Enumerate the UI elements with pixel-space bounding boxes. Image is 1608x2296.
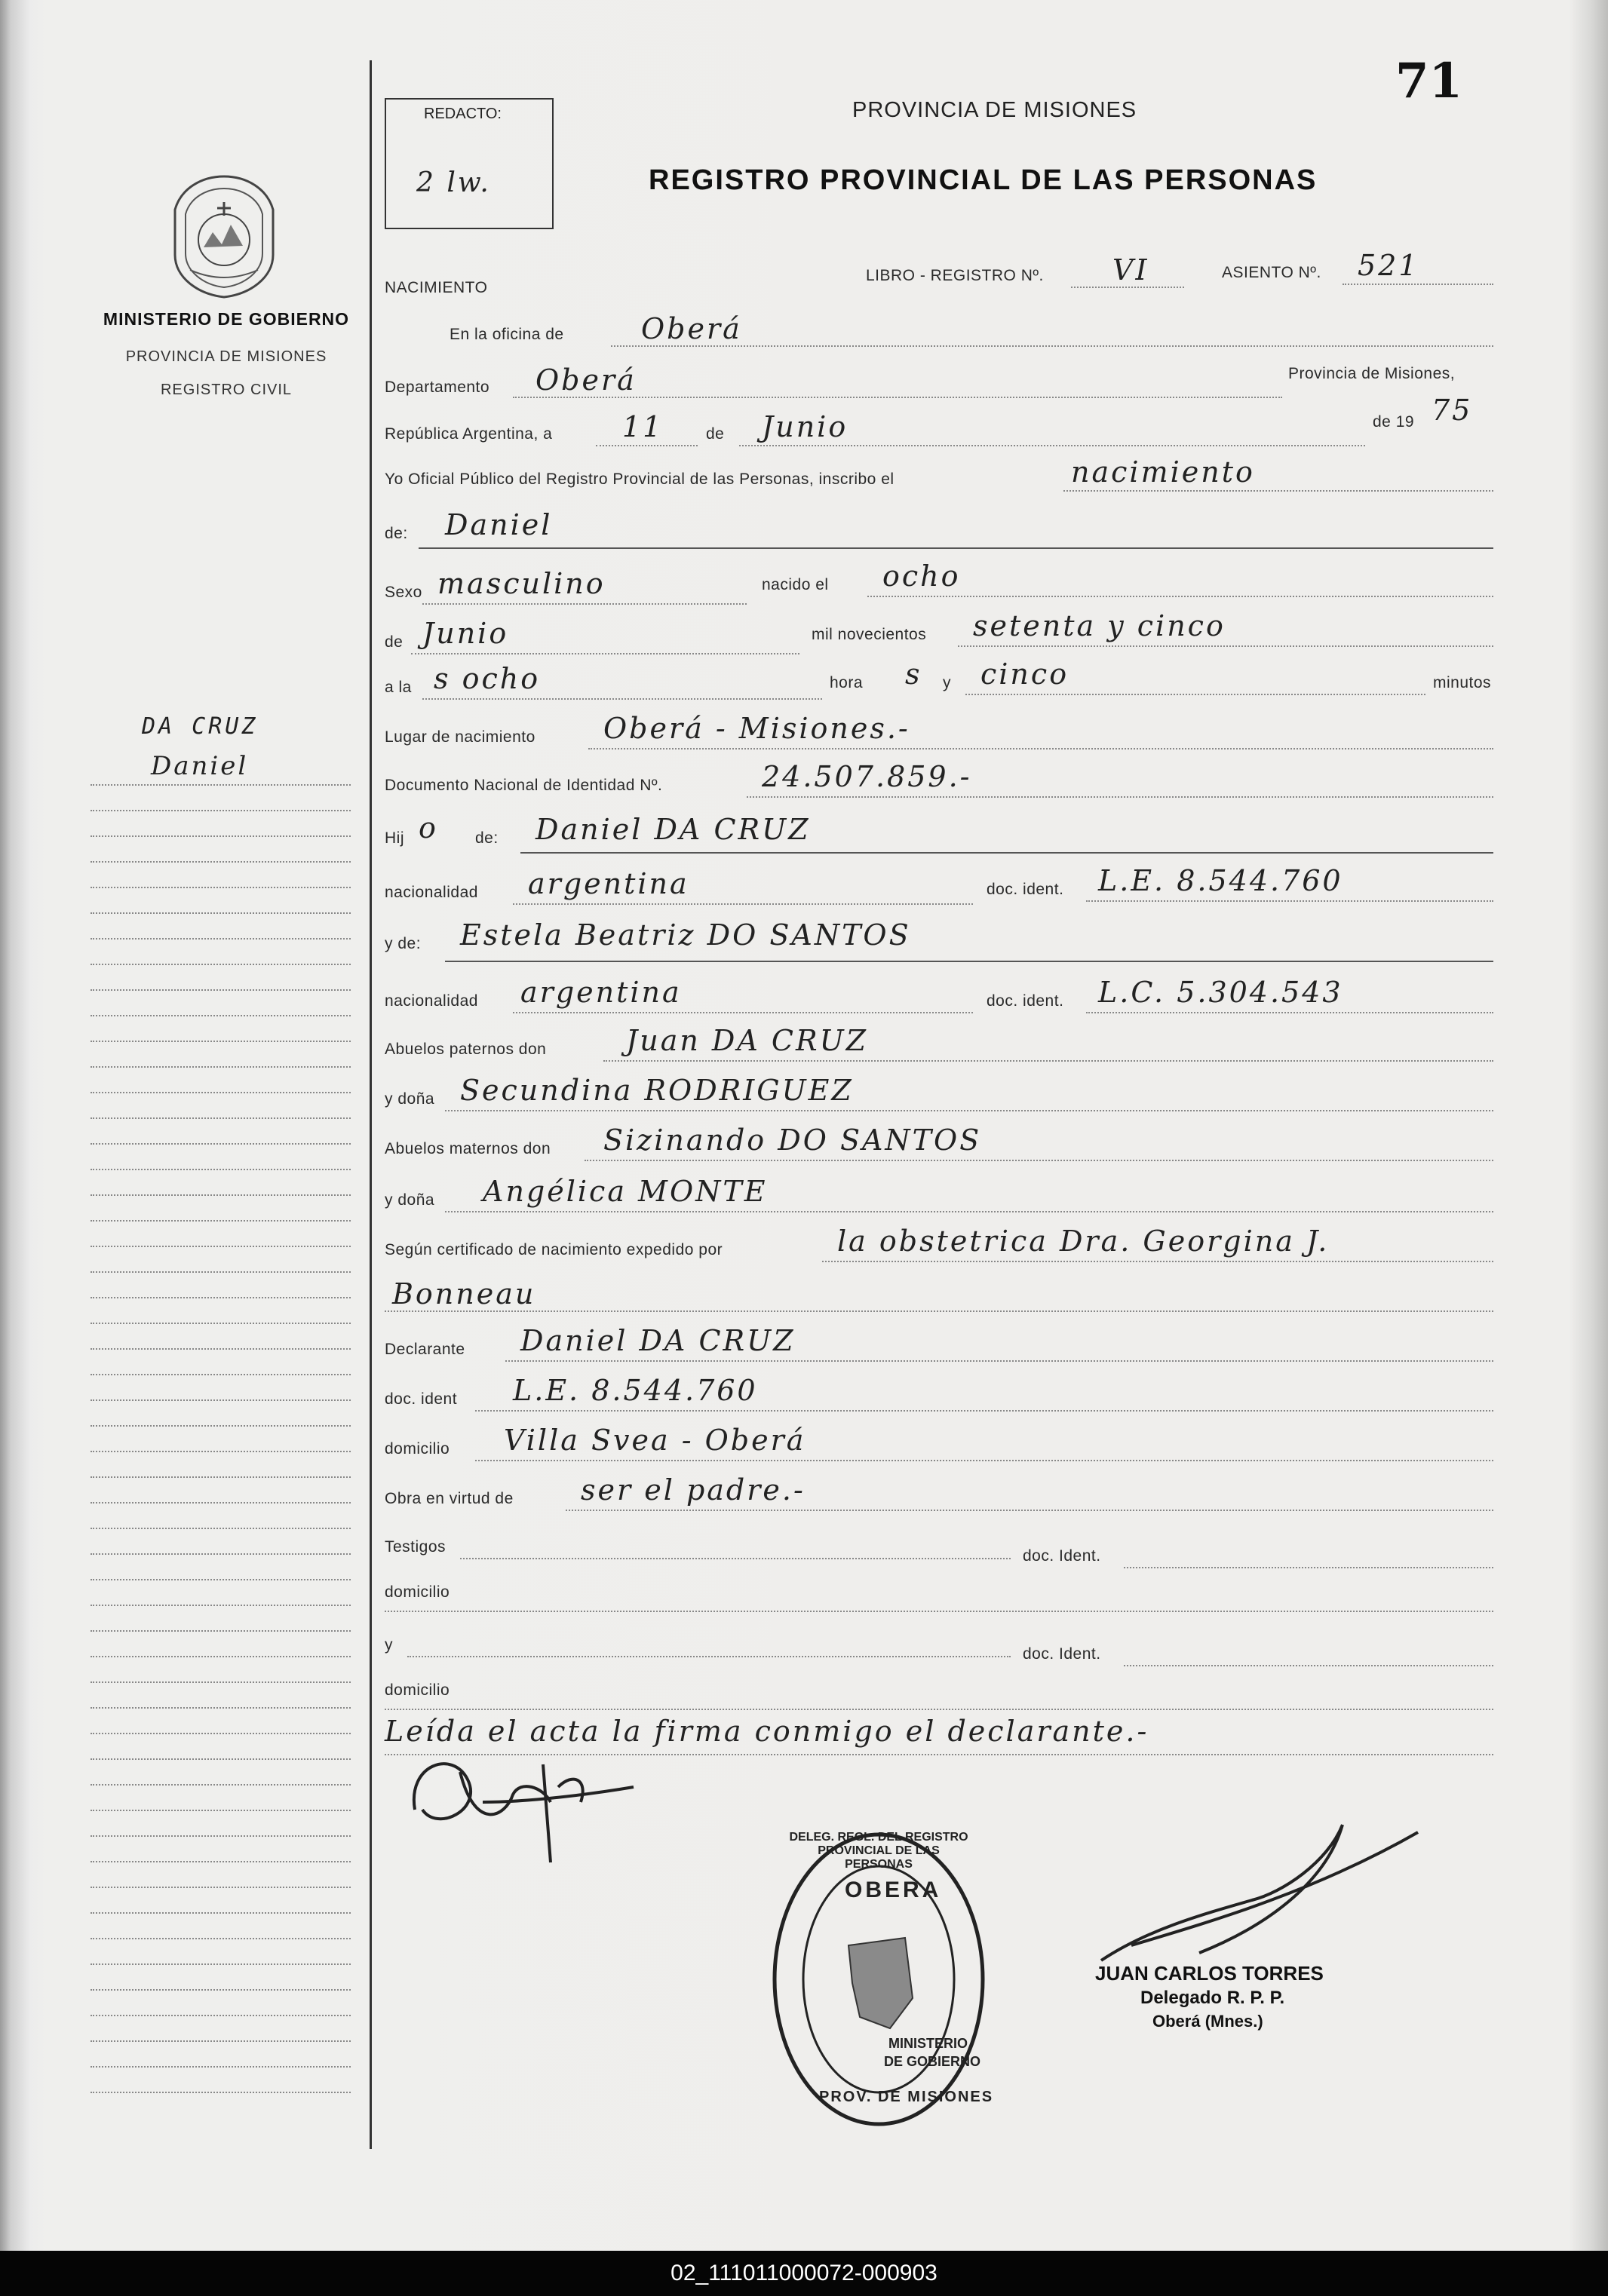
dotted-rule — [1086, 900, 1493, 902]
stamp-top: OBERA — [845, 1878, 942, 1902]
sidebar-rule — [91, 1579, 351, 1580]
sidebar-rule — [91, 1194, 351, 1196]
sidebar-rule — [91, 2040, 351, 2042]
sidebar-rule — [91, 1246, 351, 1247]
stamp-middle1: MINISTERIO — [888, 2036, 968, 2051]
dotted-rule — [475, 1410, 1493, 1412]
value-dni_value: 24.507.859.- — [762, 760, 972, 793]
sidebar-rule — [91, 1861, 351, 1862]
value-ydona2_value: Angélica MONTE — [483, 1175, 768, 1208]
dotted-rule — [1086, 1012, 1493, 1013]
value-oficina_value: Oberá — [641, 312, 742, 345]
dotted-rule — [739, 445, 1365, 446]
label-domicilio_label: domicilio — [385, 1440, 450, 1458]
sidebar-rule — [91, 1784, 351, 1786]
dotted-rule — [588, 748, 1493, 749]
label-y_label: y — [943, 674, 951, 691]
dotted-rule — [475, 1460, 1493, 1461]
label-t_doc2_label: doc. Ident. — [1023, 1645, 1101, 1663]
label-testigos_label: Testigos — [385, 1538, 446, 1556]
value-ydona1_value: Secundina RODRIGUEZ — [460, 1074, 854, 1107]
label-y_de_label: y de: — [385, 935, 422, 952]
label-nac1_label: nacionalidad — [385, 884, 478, 901]
dotted-rule — [566, 1510, 1493, 1511]
stamp-middle2: DE GOBIERNO — [884, 2054, 981, 2069]
label-asiento_label: ASIENTO Nº. — [1222, 264, 1321, 281]
label-sexo_label: Sexo — [385, 584, 422, 601]
dotted-rule — [513, 1012, 973, 1013]
redacto-label: REDACTO: — [424, 106, 502, 122]
value-libro_value: VI — [1112, 253, 1149, 287]
value-departamento_value: Oberá — [535, 363, 637, 397]
value-anio_value: 75 — [1432, 394, 1473, 427]
sidebar-rule — [91, 1297, 351, 1298]
label-dni_label: Documento Nacional de Identidad Nº. — [385, 777, 663, 794]
label-doc2_label: doc. ident. — [987, 992, 1064, 1010]
sidebar-rule — [91, 1041, 351, 1042]
label-abm_label: Abuelos maternos don — [385, 1140, 551, 1157]
dotted-rule — [1071, 287, 1184, 288]
sidebar-rule — [91, 1399, 351, 1401]
value-dia_value: 11 — [622, 410, 664, 443]
sidebar-rule — [91, 1271, 351, 1273]
solid-rule — [445, 961, 1493, 962]
label-nacido_label: nacido el — [762, 576, 829, 593]
dotted-rule — [958, 645, 1493, 647]
label-lugar_label: Lugar de nacimiento — [385, 728, 535, 746]
sidebar-ministry: MINISTERIO DE GOBIERNO — [103, 309, 350, 329]
sidebar-registry: REGISTRO CIVIL — [160, 382, 293, 398]
sidebar-rule — [91, 1912, 351, 1914]
sidebar-rule — [91, 1656, 351, 1657]
sidebar-rule — [91, 1451, 351, 1452]
column-divider — [370, 60, 372, 2149]
sidebar-rule — [91, 989, 351, 991]
sidebar-rule — [91, 1733, 351, 1734]
sidebar-rule — [91, 2092, 351, 2093]
dotted-rule — [445, 1211, 1493, 1212]
sidebar-rule — [91, 1476, 351, 1478]
label-hij_label: Hij — [385, 829, 404, 847]
label-republica_label: República Argentina, a — [385, 425, 553, 443]
sidebar-province: PROVINCIA DE MISIONES — [125, 348, 327, 365]
sidebar-rule — [91, 835, 351, 837]
dotted-rule — [747, 796, 1493, 798]
sidebar-rule — [91, 1220, 351, 1222]
value-nacido_value: ocho — [882, 559, 961, 593]
label-anio_label: de 19 — [1373, 413, 1415, 431]
value-abm_value: Sizinando DO SANTOS — [603, 1123, 982, 1157]
sidebar-rule — [91, 1989, 351, 1991]
value-padre_value: Daniel DA CRUZ — [535, 813, 811, 846]
value-declarante_value: Daniel DA CRUZ — [520, 1324, 796, 1357]
label-nacimiento_label: NACIMIENTO — [385, 279, 488, 296]
page-title: REGISTRO PROVINCIAL DE LAS PERSONAS — [649, 164, 1318, 196]
value-hora_suffix: s — [905, 658, 922, 691]
value-asiento_value: 521 — [1358, 249, 1419, 282]
label-mil_label: mil novecientos — [812, 626, 927, 643]
label-docdecl_label: doc. ident — [385, 1390, 458, 1408]
dotted-rule — [603, 1060, 1493, 1062]
stamp-bottom: PROV. DE MISIONES — [819, 2089, 994, 2105]
value-sexo_value: masculino — [437, 567, 606, 600]
label-abp_label: Abuelos paternos don — [385, 1041, 547, 1058]
value-segun_value: la obstetrica Dra. Georgina J. — [837, 1225, 1330, 1258]
dotted-rule — [1124, 1567, 1493, 1568]
sidebar-rule — [91, 810, 351, 811]
sidebar-rule — [91, 912, 351, 914]
sidebar-rule — [91, 1117, 351, 1119]
value-madre_value: Estela Beatriz DO SANTOS — [460, 918, 911, 952]
dotted-rule — [611, 345, 1493, 347]
label-oficina_label: En la oficina de — [450, 326, 564, 343]
dotted-rule — [1343, 284, 1493, 285]
dotted-rule — [422, 698, 822, 700]
sidebar-rule — [91, 1143, 351, 1145]
value-anio_text_value: setenta y cinco — [973, 609, 1226, 642]
label-declarante_label: Declarante — [385, 1341, 465, 1358]
provincial-seal-icon — [167, 172, 281, 300]
sidebar-rule — [91, 1169, 351, 1170]
sidebar-rule — [91, 1374, 351, 1375]
header-province: PROVINCIA DE MISIONES — [852, 98, 1137, 122]
value-mes2_value: Junio — [422, 617, 509, 650]
value-a_la_value: s ocho — [434, 662, 541, 695]
sidebar-rule — [91, 1810, 351, 1811]
sidebar-rule — [91, 861, 351, 863]
dotted-rule — [822, 1261, 1493, 1262]
label-de_label: de — [706, 425, 725, 443]
dotted-rule — [1124, 1665, 1493, 1666]
sidebar-rule — [91, 1963, 351, 1965]
sidebar-rule — [91, 1553, 351, 1555]
dotted-rule — [385, 1611, 1493, 1612]
label-doc1_label: doc. ident. — [987, 881, 1064, 898]
label-libro_label: LIBRO - REGISTRO Nº. — [866, 267, 1044, 284]
value-mes_value: Junio — [762, 410, 848, 443]
dotted-rule — [460, 1558, 1011, 1559]
sidebar-rule — [91, 1015, 351, 1016]
label-t_doc_label: doc. Ident. — [1023, 1547, 1101, 1565]
value-segun_value2: Bonneau — [392, 1277, 536, 1310]
redacto-value: 2 lw. — [416, 167, 491, 198]
value-domicilio_value: Villa Svea - Oberá — [504, 1424, 806, 1457]
image-footer: 02_111011000072-000903 — [0, 2251, 1608, 2296]
dotted-rule — [513, 397, 1282, 398]
dotted-rule — [411, 653, 799, 654]
official-place: Oberá (Mnes.) — [1152, 2012, 1263, 2031]
sidebar-rule — [91, 1528, 351, 1529]
dotted-rule — [1063, 490, 1493, 492]
label-de2_label: de — [385, 633, 404, 651]
label-minutos_label: minutos — [1433, 674, 1492, 691]
value-obra_value: ser el padre.- — [581, 1473, 806, 1507]
dotted-rule — [407, 1656, 1011, 1657]
value-minutos_value: cinco — [980, 658, 1069, 691]
label-provincia_suffix: Provincia de Misiones, — [1288, 365, 1456, 382]
value-nac2_value: argentina — [520, 976, 682, 1009]
sidebar-rule — [91, 1707, 351, 1709]
sidebar-rule — [91, 1425, 351, 1427]
value-closing: Leída el acta la firma conmigo el declarante.- — [385, 1715, 1149, 1748]
sidebar-rule — [91, 1323, 351, 1324]
sidebar-rule — [91, 1681, 351, 1683]
value-abp_value: Juan DA CRUZ — [626, 1024, 869, 1057]
label-segun_label: Según certificado de nacimiento expedido por — [385, 1241, 723, 1258]
sidebar-rule — [91, 1066, 351, 1068]
value-inscribo_value: nacimiento — [1071, 455, 1255, 489]
dotted-rule — [505, 1360, 1493, 1362]
sidebar-rule — [91, 1758, 351, 1760]
dotted-rule — [445, 1110, 1493, 1111]
sidebar-rule — [91, 1938, 351, 1939]
value-hij_suffix: o — [419, 811, 438, 845]
sidebar-rule — [91, 784, 351, 786]
dotted-rule — [585, 1160, 1493, 1161]
dotted-rule — [422, 603, 747, 605]
dotted-rule — [513, 903, 973, 905]
label-hora_label: hora — [830, 674, 864, 691]
label-departamento_label: Departamento — [385, 379, 490, 396]
dotted-rule — [385, 1709, 1493, 1710]
label-de_nombre_label: de: — [385, 525, 408, 542]
label-a_la_label: a la — [385, 679, 412, 696]
label-oficial_label: Yo Oficial Público del Registro Provincial de las Personas, inscribo el — [385, 471, 895, 488]
sidebar-rule — [91, 964, 351, 965]
dotted-rule — [867, 596, 1493, 597]
label-hij_de_label: de: — [475, 829, 499, 847]
sidebar-rule — [91, 887, 351, 888]
sidebar-rule — [91, 1502, 351, 1504]
label-nac2_label: nacionalidad — [385, 992, 478, 1010]
official-name: JUAN CARLOS TORRES — [1095, 1962, 1324, 1985]
dotted-rule — [596, 445, 698, 446]
value-nombre_value: Daniel — [445, 508, 553, 541]
solid-rule — [520, 852, 1493, 854]
label-t_dom2_label: domicilio — [385, 1681, 450, 1699]
sidebar-rule — [91, 1348, 351, 1350]
value-docdecl_value: L.E. 8.544.760 — [513, 1374, 758, 1407]
value-doc2_value: L.C. 5.304.543 — [1098, 976, 1343, 1009]
label-obra_label: Obra en virtud de — [385, 1490, 514, 1507]
page-number: 71 — [1395, 53, 1463, 109]
sidebar-rule — [91, 2066, 351, 2068]
stamp-ring-text: DELEG. REGL. DEL REGISTRO PROVINCIAL DE LAS PERSONAS — [789, 1831, 968, 1871]
sidebar-rule — [91, 1887, 351, 1888]
official-role: Delegado R. P. P. — [1140, 1988, 1285, 2008]
sidebar-rule — [91, 1092, 351, 1093]
sidebar-rule — [91, 938, 351, 940]
label-t_dom_label: domicilio — [385, 1583, 450, 1601]
label-ydona1_label: y doña — [385, 1090, 435, 1108]
label-ydona2_label: y doña — [385, 1191, 435, 1209]
value-lugar_value: Oberá - Misiones.- — [603, 712, 910, 745]
label-t_y_label: y — [385, 1636, 393, 1654]
sidebar-rule — [91, 1630, 351, 1632]
sidebar-note-surname: DA CRUZ — [142, 713, 259, 740]
value-doc1_value: L.E. 8.544.760 — [1098, 864, 1343, 897]
sidebar-rule — [91, 1835, 351, 1837]
dotted-rule — [385, 1310, 1493, 1312]
sidebar-note-name: Daniel — [151, 751, 249, 781]
declarant-signature — [392, 1719, 649, 1870]
dotted-rule — [965, 694, 1425, 695]
redacto-box — [385, 98, 554, 229]
solid-rule — [419, 547, 1493, 549]
sidebar-rule — [91, 1605, 351, 1606]
sidebar-rule — [91, 2015, 351, 2016]
value-nac1_value: argentina — [528, 867, 689, 900]
